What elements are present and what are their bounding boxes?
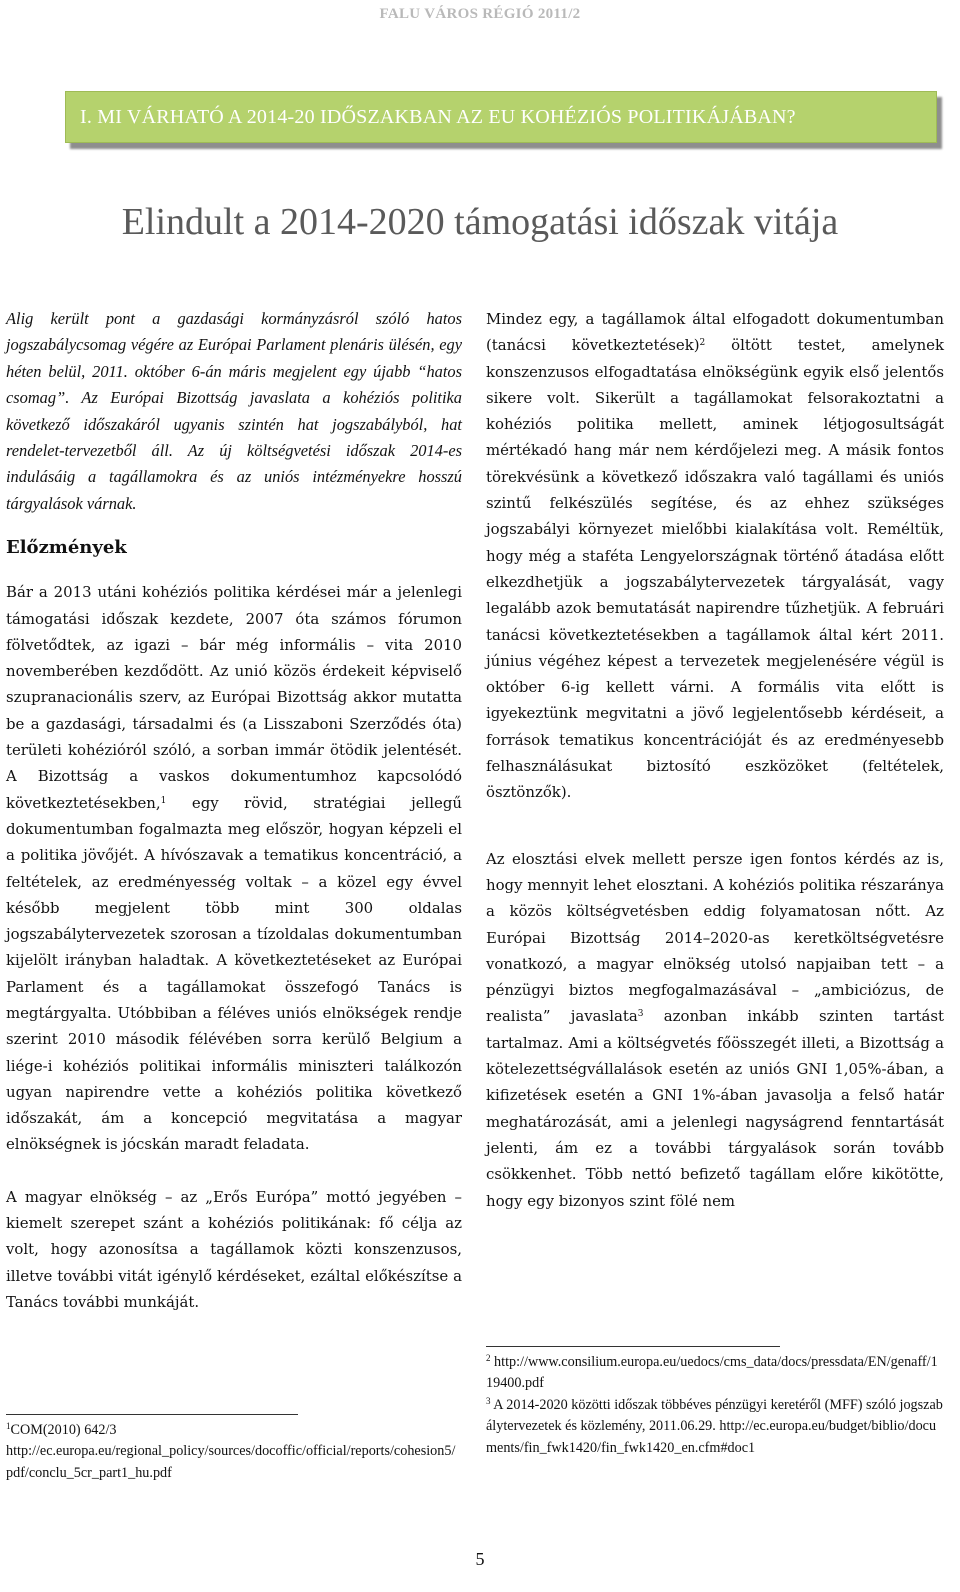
text-span: Az elosztási elvek mellett persze igen fontos kérdés az is, hogy mennyit lehet elosztani. A kohéziós politika részaránya a közös költségvetésben eddig folyamatosan nőtt. Az Európai Bizottság 2014–2020-as keretköltségvetésre vonatkozó, a magyar elnökség utolsó napjaiban tett – a pénzügyi biztos megfogalmazásával – „ambiciózus, de realista” javaslata: [486, 849, 944, 1026]
left-column: [6, 306, 462, 1315]
footnote-ref-1[interactable]: 1: [160, 795, 167, 806]
section-banner-label: I. MI VÁRHATÓ A 2014-20 IDŐSZAKBAN AZ EU KOHÉZIÓS POLITIKÁJÁBAN?: [80, 105, 796, 128]
text-span: egy rövid, stratégiai jellegű dokumentumban fogalmazta meg először, hogyan képzeli el a politika jövőjét. A hívószavak a tematikus koncentráció, a feltételek, az eredményesség voltak – a közel egy évvel később megjelent több mint 300 oldalas jogszabálytervezetek szorosan a tízoldalas dokumentumban kijelölt irányban haladtak. A következtetéseket az Európai Parlament és a tagállamokat összefogó Tanács is megtárgyalta. Utóbbiban a féléves uniós elnökségek rendje szerint 2010 második félévében sorra kerülő Belgium a liége-i kohéziós politikai informális miniszteri találkozón ugyan napirendre vette a kohéziós politika következő időszakát, ám a koncepció megvitatása a magyar elnökségnek is jócskán maradt feladata.: [6, 793, 462, 1154]
footnote-1-link[interactable]: http://ec.europa.eu/regional_policy/sources/docoffic/official/reports/cohesion5/pdf/conclu_5cr_part1_hu.pdf: [6, 1443, 456, 1481]
footnote-2[interactable]: [486, 1352, 944, 1395]
text-span: öltött testet, amelynek konszenzusos elfogadtatása elnökségünk egyik első jelentős sikere volt. Sikerült a tagállamokat felsorakoztatni a kohéziós politika mellett, aminek létjogosultságát mértékadó hang már nem kérdőjelezi meg. A másik fontos törekvésünk a következő időszakra való tagállami és uniós szintű felkészülés segítése, és az ehhez szükséges jogszabályi környezet mielőbbi kialakítása volt. Reméltük, hogy még a staféta Lengyelországnak történő átadása előtt elkezdhetjük a jogszabálytervezetek tárgyalását, vagy legalább azok bemutatását napirendre tűzhetjük. A februári tanácsi következtetésekben a tagállamok által kért 2011. június végéhez képest a tervezetek megjelenésére végül is október 6-ig kellett várni. A formális vita előtt is igyekeztünk megvitatni a jövő legjelentősebb kérdéseit, a források tematikus koncentrációját és az eredményesebb felhasználásukat biztosító eszközöket (feltételek, ösztönzők).: [486, 336, 944, 802]
body-paragraph: [6, 579, 462, 1158]
subheading: Előzmények: [6, 537, 127, 559]
footnote-ref-2[interactable]: 2: [699, 338, 706, 349]
footnote-3[interactable]: [486, 1395, 944, 1459]
right-column: [486, 306, 944, 1214]
page-number: 5: [475, 1549, 485, 1569]
text-span: Bár a 2013 utáni kohéziós politika kérdései már a jelenlegi támogatási időszak kezdete, 2007 óta számos fórumon fölvetődtek, az igazi – bár még informális – vita 2010 novemberében kezdődött. Az unió közös érdekeit képviselő szupranacionális szerv, az Európai Bizottság akkor mutatta be a gazdasági, társadalmi és (a Lisszaboni Szerződés óta) területi kohézióról szóló, a sorban immár ötödik jelentését. A Bizottság a vaskos dokumentumhoz kapcsolódó következtetésekben,: [6, 583, 462, 812]
footnote-1: [6, 1420, 462, 1441]
text-span: azonban inkább szinten tartást tartalmaz. Ami a költségvetés főösszegét illeti, a Bizottság a kötelezettségvállalások esetén az uniós GNI 1,05%-ában, a kifizetések esetén a GNI 1%-ában javasolja a felső határ meghatározását, ami a jelenlegi nagyságrend fenntartását jelenti, ám ez a további tárgyalások során tovább csökkenhet. Több nettó befizető tagállam előre kikötötte, hogy egy bizonyos szint fölé nem: [486, 1007, 944, 1210]
running-head: FALU VÁROS RÉGIÓ 2011/2: [379, 6, 581, 22]
footnotes-left: [6, 1420, 462, 1484]
footnote-text: COM(2010) 642/3: [10, 1422, 117, 1438]
article-title: Elindult a 2014-2020 támogatási időszak vitája: [121, 201, 839, 243]
footnote-mark: 1: [6, 1421, 11, 1431]
body-paragraph: A magyar elnökség – az „Erős Európa” mottó jegyében – kiemelt szerepet szánt a kohéziós politikának: fő célja az volt, hogy azonosítsa a tagállamok közti konszenzusos, illetve további vitát igénylő kérdéseket, ezáltal előkészítse a Tanács további munkáját.: [6, 1187, 462, 1311]
section-banner: [65, 91, 937, 143]
text-span: Mindez egy, a tagállamok által elfogadott dokumentumban (tanácsi következtetések): [486, 310, 944, 355]
lead-paragraph: Alig került pont a gazdasági kormányzásról szóló hatos jogszabálycsomag végére az Európai Parlament plenáris ülésén, egy héten belül, 2011. október 6-án máris megjelent egy újabb “hatos csomag”. Az Európai Bizottság javaslata a kohéziós politika következő időszakáról ugyanis szintén hat jogszabályból, hat rendelet-tervezetből áll. Az új költségvetési időszak 2014-es indulásáig a tagállamokra és az uniós intézményekre hosszú tárgyalások várnak.: [6, 309, 462, 513]
footnotes-right: [486, 1352, 944, 1459]
footnote-rule-left: [6, 1414, 298, 1415]
footnote-text: http://www.consilium.europa.eu/uedocs/cms_data/docs/pressdata/EN/genaff/119400.pdf: [486, 1354, 938, 1392]
footnote-mark: 3: [486, 1395, 491, 1406]
footnote-text: A 2014-2020 közötti időszak többéves pénzügyi keretéről (MFF) szóló jogszabálytervezetek és közlemény, 2011.06.29. http://ec.europa.eu/budget/biblio/documents/fin_fwk1420/fin_fwk1420_en.cfm#doc1: [486, 1396, 943, 1456]
footnote-rule-right: [486, 1346, 780, 1347]
footnote-mark: 2: [486, 1353, 491, 1363]
footnote-ref-3[interactable]: 3: [637, 1009, 644, 1020]
body-paragraph: [486, 846, 944, 1214]
body-paragraph: [486, 306, 944, 806]
